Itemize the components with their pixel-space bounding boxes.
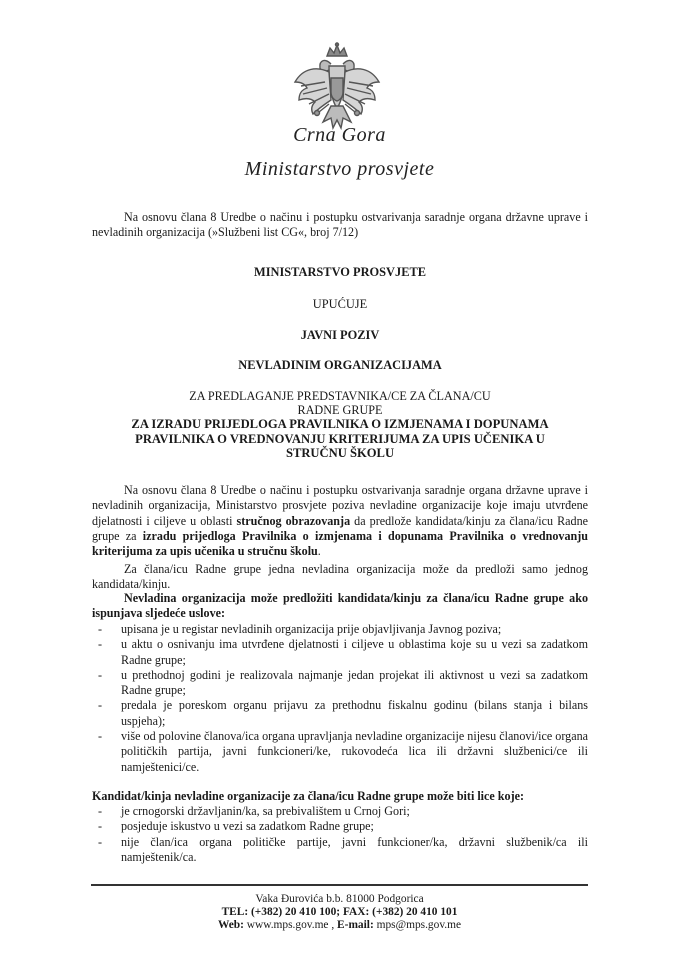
footer-divider [91,884,588,886]
heading-za-predlaganje [60,389,620,417]
email-link[interactable]: mps@mps.gov.me [376,919,462,931]
body-paragraph [92,483,588,559]
web-label: Web: [217,919,244,931]
heading-za-izradu: ZA IZRADU PRIJEDLOGA PRAVILNIKA O IZMJENAMA I DOPUNAMA PRAVILNIKA O VREDNOVANJU KRITERIJUMA ZA UPIS UČENIKA U STRUČNU ŠKOLU [131,417,549,460]
footer-phone [0,906,679,920]
heading-javni-poziv: JAVNI POZIV [300,328,380,342]
body-bold-2: izradu prijedloga Pravilnika o izmjenama i dopunama Pravilnika o vrednovanju kriterijuma za upis učenika u stručnu školu [92,528,588,559]
body-text-1: Na osnovu člana 8 Uredbe o načinu i postupku ostvarivanja saradnje organa državne uprave i nevladinih organizacija, Ministarstvo prosvjete poziva nevladine organizacije koje imaju utvrđene djelatnosti i ciljeve u oblasti [92,483,588,528]
tel-number: (+382) 20 410 100; [251,906,341,918]
ministry-name: Ministarstvo prosvjete [244,158,435,180]
email-label: E-mail: [337,919,374,931]
heading-za-predlaganje-line2: RADNE GRUPE [297,403,383,417]
conditions-heading: Nevladina organizacija može predložiti kandidata/kinju za člana/icu Radne grupe ako ispunjava sljedeće uslove: [92,591,588,621]
heading-za-predlaganje-line1: ZA PREDLAGANJE PREDSTAVNIKA/CE ZA ČLANA/CU [189,389,491,403]
footer-web [0,919,679,933]
list-item: - u prethodnoj godini je realizovala najmanje jedan projekat ili aktivnost u vezi sa zadatkom Radne grupe; [92,668,588,699]
web-link[interactable]: www.mps.gov.me , [246,919,335,931]
tel-label: TEL: [221,906,249,918]
single-candidate-paragraph: Za člana/icu Radne grupe jedna nevladina organizacija može da predloži samo jednog kandidata/kinju. [92,562,588,592]
list-item: - više od polovine članova/ica organa upravljanja nevladine organizacije nijesu članovi/ice organa političkih partija, javni funkcioneri/ke, rukovodeća lica ili državni službenici/ce ili namještenici/ce. [92,729,588,775]
fax-number: (+382) 20 410 101 [372,906,458,918]
fax-label: FAX: [342,906,370,918]
intro-paragraph: Na osnovu člana 8 Uredbe o načinu i postupku ostvarivanja saradnje organa državne uprave i nevladinih organizacija (»Službeni list CG«, broj 7/12) [92,210,588,240]
heading-ministry: MINISTARSTVO PROSVJETE [254,265,426,279]
body-bold-1: stručnog obrazovanja [236,513,351,528]
heading-nvo: NEVLADINIM ORGANIZACIJAMA [238,358,442,372]
list-item: - predala je poreskom organu prijavu za prethodnu fiskalnu godinu (bilans stanja i bilans uspjeha); [92,698,588,729]
heading-upucuje: UPUĆUJE [312,297,368,311]
body-text-3: . [317,544,321,559]
list-item: - upisana je u registar nevladinih organizacija prije objavljivanja Javnog poziva; [92,622,588,637]
conditions-list [92,622,588,775]
body-text-2: da predlože kandidata/kinju za člana/icu Radne grupe za [92,513,588,543]
candidate-heading: Kandidat/kinja nevladine organizacije za člana/icu Radne grupe može biti lice koje: [92,789,524,803]
footer-address: Vaka Đurovića b.b. 81000 Podgorica [255,893,424,905]
list-item: - je crnogorski državljanin/ka, sa prebivalištem u Crnoj Gori; [92,804,588,819]
list-item: - posjeduje iskustvo u vezi sa zadatkom Radne grupe; [92,819,588,834]
candidate-conditions-list [92,804,588,865]
list-item: - nije član/ica organa političke partije, javni funkcioner/ka, državni službenik/ca ili namještenik/ca. [92,835,588,866]
list-item: - u aktu o osnivanju ima utvrđene djelatnosti i ciljeve u oblastima koje su u vezi sa zadatkom Radne grupe; [92,637,588,668]
country-name: Crna Gora [293,124,386,146]
